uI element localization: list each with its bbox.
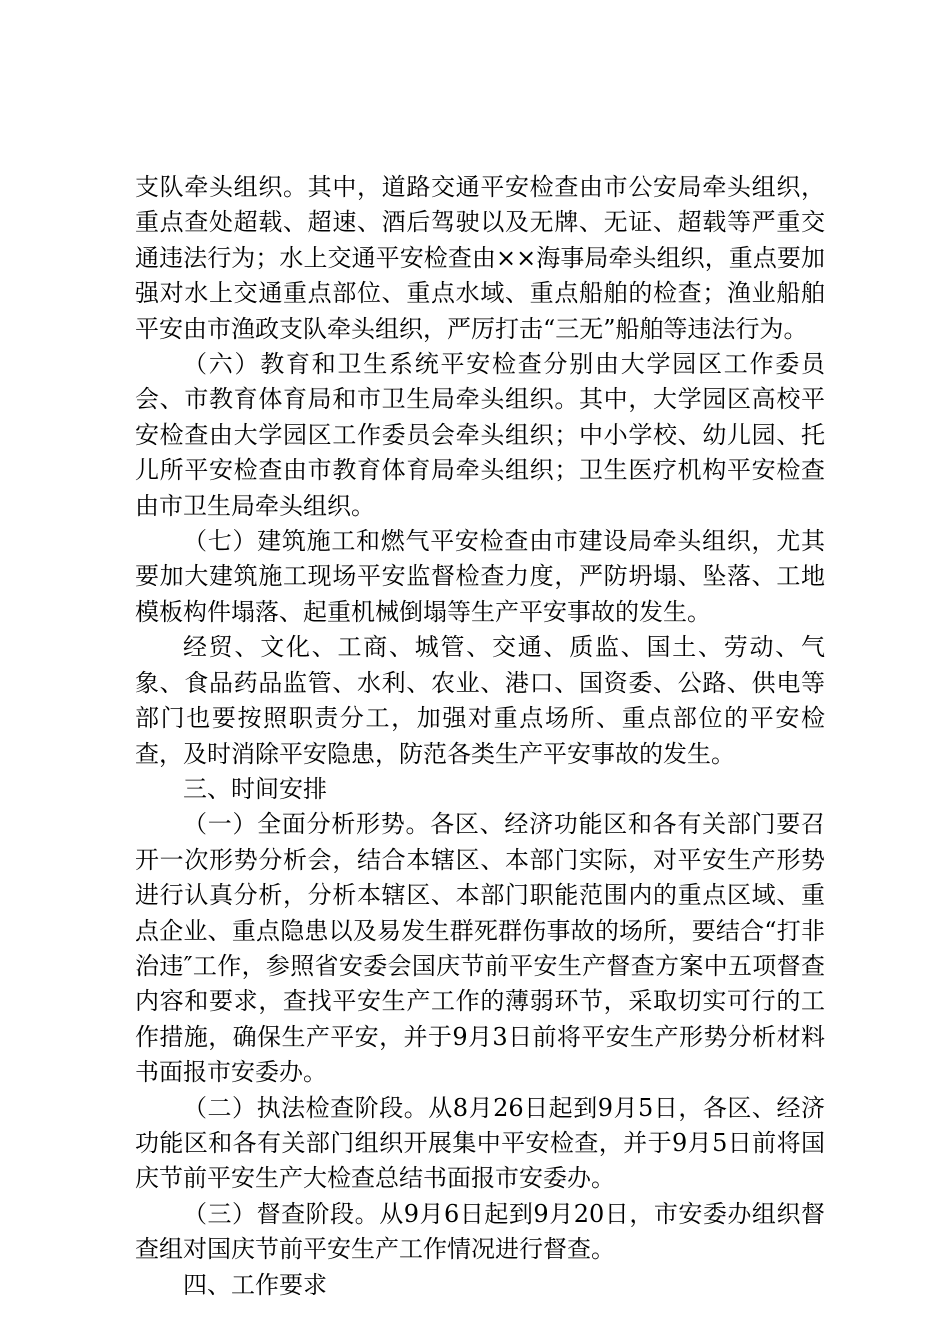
paragraph-supervision-stage: （三）督查阶段。从9月6日起到9月20日，市安委办组织督查组对国庆节前平安生产工作情况进行督查。 xyxy=(135,1199,825,1264)
paragraph-other-departments: 经贸、文化、工商、城管、交通、质监、国土、劳动、气象、食品药品监管、水利、农业、港口、国资委、公路、供电等部门也要按照职责分工，加强对重点场所、重点部位的平安检查，及时消除平安隐患，防范各类生产平安事故的发生。 xyxy=(135,633,825,768)
paragraph-construction-gas: （七）建筑施工和燃气平安检查由市建设局牵头组织，尤其要加大建筑施工现场平安监督检查力度，严防坍塌、坠落、工地模板构件塌落、起重机械倒塌等生产平安事故的发生。 xyxy=(135,527,825,626)
paragraph-enforcement-stage: （二）执法检查阶段。从8月26日起到9月5日，各区、经济功能区和各有关部门组织开展集中平安检查，并于9月5日前将国庆节前平安生产大检查总结书面报市安委办。 xyxy=(135,1093,825,1193)
paragraph-situation-analysis: （一）全面分析形势。各区、经济功能区和各有关部门要召开一次形势分析会，结合本辖区、本部门实际，对平安生产形势进行认真分析，分析本辖区、本部门职能范围内的重点区域、重点企业、重点隐患以及易发生群死群伤事故的场所，要结合“打非治违″工作，参照省安委会国庆节前平安生产督查方案中五项督查内容和要求，查找平安生产工作的薄弱环节，采取切实可行的工作措施，确保生产平安，并于9月3日前将平安生产形势分析材料书面报市安委办。 xyxy=(135,810,825,1087)
document-body xyxy=(135,170,825,1303)
section-heading-schedule: 三、时间安排 xyxy=(183,774,327,803)
paragraph-traffic-inspection: 支队牵头组织。其中，道路交通平安检查由市公安局牵头组织，重点查处超载、超速、酒后驾驶以及无牌、无证、超载等严重交通违法行为；水上交通平安检查由××海事局牵头组织，重点要加强对水上交通重点部位、重点水域、重点船舶的检查；渔业船舶平安由市渔政支队牵头组织，严厉打击“三无”船舶等违法行为。 xyxy=(135,173,825,343)
section-heading-requirements: 四、工作要求 xyxy=(183,1270,327,1299)
paragraph-education-health: （六）教育和卫生系统平安检查分别由大学园区工作委员会、市教育体育局和市卫生局牵头组织。其中，大学园区高校平安检查由大学园区工作委员会牵头组织；中小学校、幼儿园、托儿所平安检查由市教育体育局牵头组织；卫生医疗机构平安检查由市卫生局牵头组织。 xyxy=(135,350,825,520)
